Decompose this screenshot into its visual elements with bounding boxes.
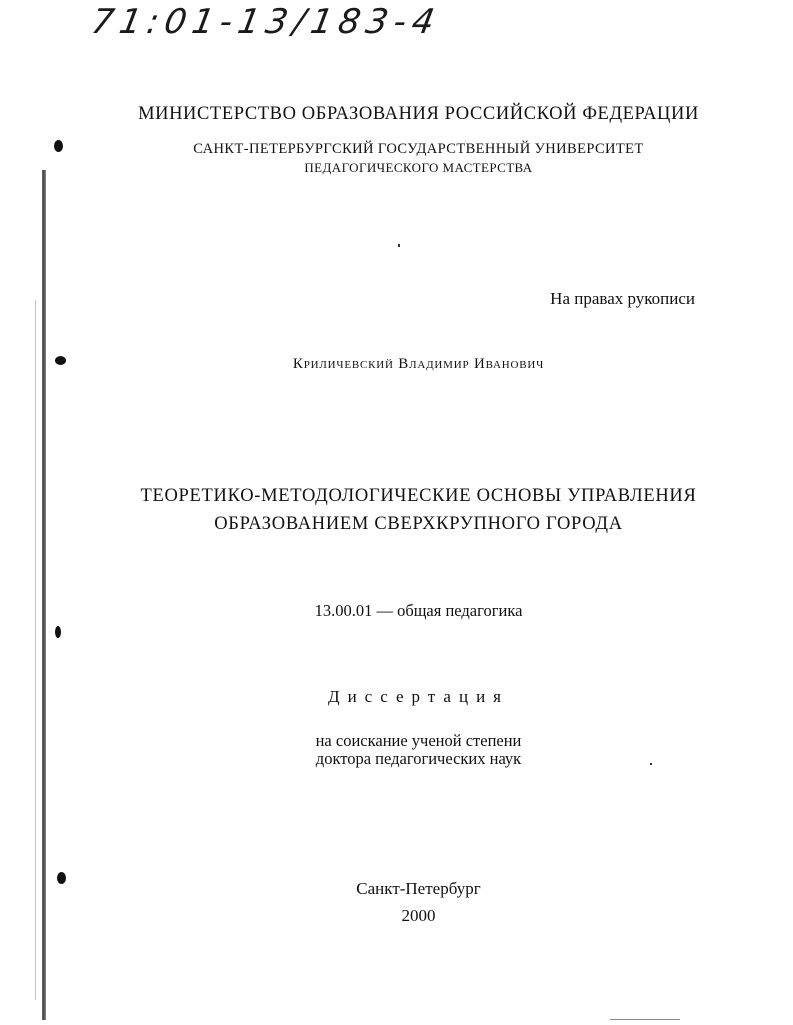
thesis-title-line-1: ТЕОРЕТИКО-МЕТОДОЛОГИЧЕСКИЕ ОСНОВЫ УПРАВЛЕНИЯ	[140, 486, 697, 506]
degree-line-1: на соискание ученой степени	[315, 731, 522, 750]
university-name-line-2: ПЕДАГОГИЧЕСКОГО МАСТЕРСТВА	[304, 160, 533, 175]
publication-place: Санкт-Петербург	[356, 879, 481, 898]
university-name-line-1: САНКТ-ПЕТЕРБУРГСКИЙ ГОСУДАРСТВЕННЫЙ УНИВЕРСИТЕТ	[193, 141, 644, 157]
stray-dot	[398, 244, 400, 247]
author-name: Криличевский Владимир Иванович	[292, 356, 545, 372]
thesis-title-line-2: ОБРАЗОВАНИЕМ СВЕРХКРУПНОГО ГОРОДА	[214, 514, 623, 534]
archive-code-handwritten: 71:01-13/183-4	[88, 2, 444, 42]
publication-year: 2000	[401, 906, 436, 925]
degree-line-2: доктора педагогических наук	[315, 749, 522, 768]
specialty-code: 13.00.01 — общая педагогика	[314, 601, 523, 620]
scan-bottom-line	[610, 1019, 680, 1020]
manuscript-rights-note: На правах рукописи	[550, 289, 695, 308]
document-type: Диссертация	[327, 687, 509, 706]
punch-hole-mark	[55, 626, 61, 638]
ministry-name: МИНИСТЕРСТВО ОБРАЗОВАНИЯ РОССИЙСКОЙ ФЕДЕРАЦИИ	[138, 104, 699, 124]
